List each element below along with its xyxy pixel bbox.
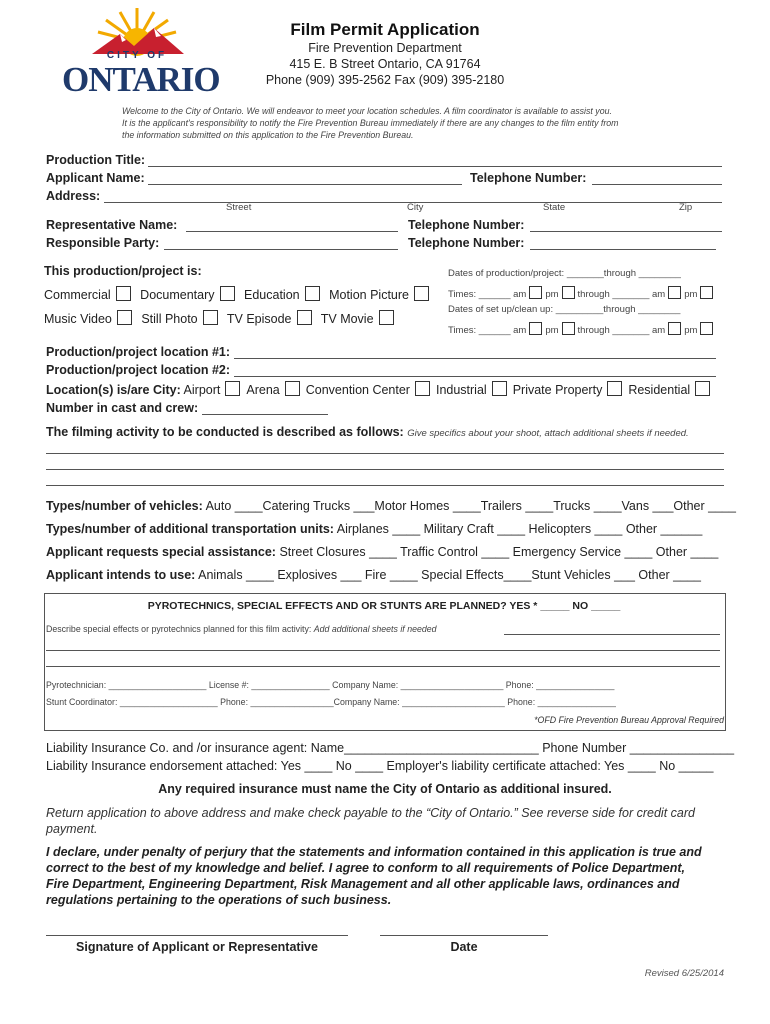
insurance-line-2: Liability Insurance endorsement attached: Yes ____ No ____ Employer's liability certificate attached: Yes ____ No _____ (46, 759, 714, 773)
location-1-field[interactable] (234, 358, 716, 359)
declaration-line-3: Fire Department, Engineering Department, Risk Management and all other applicable laws, ordinances and (46, 877, 680, 891)
project-heading: This production/project is: (44, 264, 202, 278)
am-checkbox-4[interactable] (668, 322, 681, 335)
representative-field[interactable] (186, 231, 398, 232)
telephone-label-1: Telephone Number: (470, 171, 587, 185)
activity-note: Give specifics about your shoot, attach additional sheets if needed. (407, 428, 689, 439)
pm-checkbox-4[interactable] (700, 322, 713, 335)
state-caption: State (543, 202, 566, 213)
type-documentary-checkbox[interactable] (220, 286, 235, 301)
pm-checkbox-3[interactable] (562, 322, 575, 335)
dates-production: Dates of production/project: _______through ________ (448, 268, 681, 279)
type-commercial-checkbox[interactable] (116, 286, 131, 301)
pyrotechnics-box (44, 593, 726, 731)
insurance-notice: Any required insurance must name the City of Ontario as additional insured. (158, 782, 612, 796)
loc-arena-checkbox[interactable] (285, 381, 300, 396)
responsible-party-field[interactable] (164, 249, 398, 250)
type-education-label: Education (244, 288, 300, 302)
telephone-label-3: Telephone Number: (408, 236, 525, 250)
activity-heading: The filming activity to be conducted is described as follows: (46, 425, 404, 439)
project-types-row-2 (44, 310, 400, 326)
pyrotechnician-row: Pyrotechnician: ____________________ License #: ________________ Company Name: _____________________ Phone: ________________ (46, 680, 615, 690)
pm-checkbox-1[interactable] (562, 286, 575, 299)
am-checkbox-3[interactable] (529, 322, 542, 335)
location-1-label: Production/project location #1: (46, 345, 231, 359)
logo-top-text: CITY OF (106, 50, 168, 61)
type-motion-picture-checkbox[interactable] (414, 286, 429, 301)
return-line-2: payment. (46, 822, 98, 836)
pm-checkbox-2[interactable] (700, 286, 713, 299)
representative-label: Representative Name: (46, 218, 178, 232)
telephone-field-2[interactable] (530, 231, 722, 232)
intro-line-2: It is the applicant's responsibility to notify the Fire Prevention Bureau immediately if there are any changes to the film entity from (122, 118, 619, 128)
revised-date: Revised 6/25/2014 (644, 968, 724, 979)
location-city-row (46, 381, 716, 397)
type-music-video-label: Music Video (44, 312, 112, 326)
applicant-name-label: Applicant Name: (46, 171, 145, 185)
pyro-describe-row: Describe special effects or pyrotechnics planned for this film activity: Add additional sheets if needed (46, 624, 437, 634)
loc-residential-label: Residential (628, 383, 691, 397)
type-commercial-label: Commercial (44, 288, 111, 302)
address-line: 415 E. B Street Ontario, CA 91764 (289, 57, 481, 71)
type-tv-episode-checkbox[interactable] (297, 310, 312, 325)
type-music-video-checkbox[interactable] (117, 310, 132, 325)
cast-crew-field[interactable] (202, 414, 328, 415)
logo-main-text: ONTARIO (62, 60, 220, 99)
loc-residential-checkbox[interactable] (695, 381, 710, 396)
intro-line-3: the information submitted on this application to the Fire Prevention Bureau. (122, 130, 414, 140)
activity-line-1[interactable] (46, 453, 724, 454)
type-still-photo-checkbox[interactable] (203, 310, 218, 325)
declaration-line-1: I declare, under penalty of perjury that the statements and information contained in this application is true and (46, 845, 702, 859)
loc-convention-checkbox[interactable] (415, 381, 430, 396)
location-city-label: Location(s) is/are City: (46, 383, 181, 397)
pyro-line-2[interactable] (46, 666, 720, 667)
approval-note: *OFD Fire Prevention Bureau Approval Required (534, 715, 724, 725)
pyro-line-1[interactable] (46, 650, 720, 651)
activity-line-2[interactable] (46, 469, 724, 470)
zip-caption: Zip (679, 202, 693, 213)
project-types-row-1 (44, 286, 435, 302)
page-title: Film Permit Application (290, 20, 480, 39)
loc-arena-label: Arena (246, 383, 280, 397)
city-logo (62, 6, 220, 99)
return-line-1: Return application to above address and make check payable to the “City of Ontario.” See reverse side for credit card (46, 806, 695, 820)
location-2-label: Production/project location #2: (46, 363, 231, 377)
times-row-1: Times: ______ am pm through _______ am pm (448, 286, 716, 300)
loc-airport-checkbox[interactable] (225, 381, 240, 396)
vehicles-row: Types/number of vehicles: Auto ____Catering Trucks ___Motor Homes ____Trailers ____Trucks ____Vans ___Other ____ (46, 499, 736, 513)
pyro-describe-field[interactable] (504, 634, 720, 635)
type-education-checkbox[interactable] (305, 286, 320, 301)
intends-row: Applicant intends to use: Animals ____ Explosives ___ Fire ____ Special Effects____Stunt Vehicles ___ Other ____ (46, 568, 701, 582)
location-2-field[interactable] (234, 376, 716, 377)
department: Fire Prevention Department (308, 41, 462, 55)
type-tv-movie-label: TV Movie (320, 312, 374, 326)
address-label: Address: (46, 189, 101, 203)
signature-label: Signature of Applicant or Representative (76, 940, 318, 954)
dates-setup: Dates of set up/clean up: _________through ________ (448, 304, 681, 315)
telephone-field-1[interactable] (592, 184, 722, 185)
loc-industrial-checkbox[interactable] (492, 381, 507, 396)
cast-crew-label: Number in cast and crew: (46, 401, 199, 415)
loc-private-checkbox[interactable] (607, 381, 622, 396)
am-checkbox-1[interactable] (529, 286, 542, 299)
declaration-line-2: correct to the best of my knowledge and belief. I agree to conform to all requirements of Police Department, (46, 861, 686, 875)
activity-line-3[interactable] (46, 485, 724, 486)
date-label: Date (450, 940, 478, 954)
insurance-line-1: Liability Insurance Co. and /or insurance agent: Name____________________________ Phone Number _______________ (46, 741, 735, 755)
am-checkbox-2[interactable] (668, 286, 681, 299)
type-documentary-label: Documentary (140, 288, 215, 302)
loc-private-label: Private Property (512, 383, 603, 397)
loc-convention-label: Convention Center (305, 383, 410, 397)
applicant-name-field[interactable] (148, 184, 462, 185)
city-caption: City (407, 202, 424, 213)
loc-airport-label: Airport (183, 383, 221, 397)
type-motion-picture-label: Motion Picture (329, 288, 409, 302)
times-row-2: Times: ______ am pm through _______ am pm (448, 322, 716, 336)
production-title-field[interactable] (148, 166, 722, 167)
type-still-photo-label: Still Photo (141, 312, 198, 326)
intro-line-1: Welcome to the City of Ontario. We will endeavor to meet your location schedules. A film coordinator is available to assist you. (122, 106, 612, 116)
assistance-row: Applicant requests special assistance: Street Closures ____ Traffic Control ____ Emergency Service ____ Other ____ (46, 545, 719, 559)
street-caption: Street (226, 202, 252, 213)
type-tv-episode-label: TV Episode (226, 312, 292, 326)
telephone-field-3[interactable] (530, 249, 716, 250)
activity-heading-row (46, 425, 689, 439)
transport-row: Types/number of additional transportation units: Airplanes ____ Military Craft ____ Helicopters ____ Other ______ (46, 522, 703, 536)
loc-industrial-label: Industrial (435, 383, 487, 397)
stunt-coordinator-row: Stunt Coordinator: ____________________ Phone: _________________Company Name: _____________________ Phone: ________________ (46, 697, 616, 707)
type-tv-movie-checkbox[interactable] (379, 310, 394, 325)
signature-field[interactable] (46, 935, 348, 936)
phone-line: Phone (909) 395-2562 Fax (909) 395-2180 (265, 73, 505, 87)
telephone-label-2: Telephone Number: (408, 218, 525, 232)
pyro-heading: PYROTECHNICS, SPECIAL EFFECTS AND OR STUNTS ARE PLANNED? YES * _____ NO _____ (147, 600, 621, 612)
date-field[interactable] (380, 935, 548, 936)
production-title-label: Production Title: (46, 153, 146, 167)
declaration-line-4: regulations pertaining to the operations of such business. (46, 893, 392, 907)
responsible-party-label: Responsible Party: (46, 236, 160, 250)
